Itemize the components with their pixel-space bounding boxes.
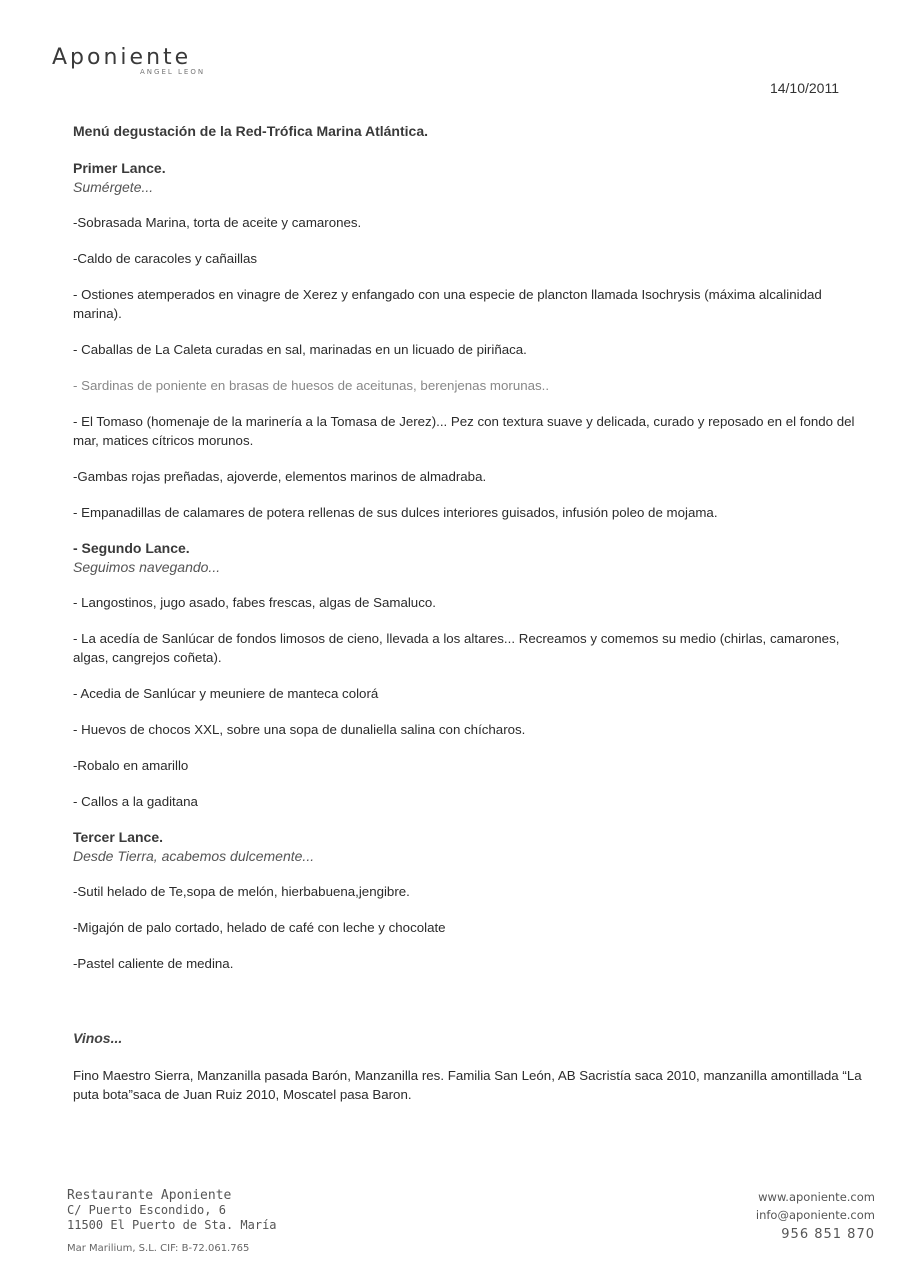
- menu-section-1: [73, 159, 863, 522]
- dish-item: -Gambas rojas preñadas, ajoverde, elementos marinos de almadraba.: [73, 469, 487, 484]
- dish-item: - Ostiones atemperados en vinagre de Xerez y enfangado con una especie de plancton llamada Isochrysis (máxima alcalinidad marina).: [73, 287, 822, 321]
- dish-item: -Pastel caliente de medina.: [73, 956, 234, 971]
- phone-number: 956 851 870: [781, 1227, 875, 1242]
- email-text: info@aponiente.com: [755, 1208, 875, 1222]
- brand-subtitle: ANGEL LEON: [140, 68, 206, 76]
- wines-title: Vinos...: [73, 1030, 123, 1046]
- footer-address: [67, 1188, 277, 1256]
- dish-item: - Langostinos, jugo asado, fabes frescas, algas de Samaluco.: [73, 595, 436, 610]
- dish-item: - Acedia de Sanlúcar y meuniere de manteca colorá: [73, 686, 379, 701]
- brand-name: Aponiente: [52, 45, 192, 70]
- dish-item: - Caballas de La Caleta curadas en sal, marinadas en un licuado de piriñaca.: [73, 342, 527, 357]
- section-title: Tercer Lance.: [73, 829, 164, 845]
- section-subtitle: Desde Tierra, acabemos dulcemente...: [73, 848, 315, 864]
- brand-logo: [52, 46, 205, 76]
- company-info: Mar Marilium, S.L. CIF: B-72.061.765: [67, 1243, 250, 1254]
- menu-section-2: [73, 539, 863, 811]
- city-address: 11500 El Puerto de Sta. María: [67, 1218, 277, 1232]
- dish-item: - Empanadillas de calamares de potera rellenas de sus dulces interiores guisados, infusión poleo de mojama.: [73, 505, 718, 520]
- section-subtitle: Seguimos navegando...: [73, 559, 221, 575]
- menu-content: [73, 122, 863, 1104]
- street-address: C/ Puerto Escondido, 6: [67, 1203, 226, 1217]
- dish-item: -Sutil helado de Te,sopa de melón, hierbabuena,jengibre.: [73, 884, 410, 899]
- footer-contact: [756, 1188, 875, 1244]
- restaurant-name: Restaurante Aponiente: [67, 1188, 232, 1203]
- wines-list: Fino Maestro Sierra, Manzanilla pasada Barón, Manzanilla res. Familia San León, AB Sacristía saca 2010, manzanilla amontillada “La puta bota”saca de Juan Ruiz 2010, Moscatel pasa Baron.: [73, 1068, 862, 1102]
- dish-item: - Sardinas de poniente en brasas de huesos de aceitunas, berenjenas morunas..: [73, 378, 550, 393]
- section-subtitle: Sumérgete...: [73, 179, 154, 195]
- section-title: - Segundo Lance.: [73, 540, 190, 556]
- website-text: www.aponiente.com: [758, 1190, 875, 1204]
- dish-item: - El Tomaso (homenaje de la marinería a la Tomasa de Jerez)... Pez con textura suave y delicada, curado y reposado en el fondo del mar, matices cítricos morunos.: [73, 414, 855, 448]
- dish-item: -Migajón de palo cortado, helado de café con leche y chocolate: [73, 920, 446, 935]
- dish-item: - Callos a la gaditana: [73, 794, 198, 809]
- dish-item: -Caldo de caracoles y cañaillas: [73, 251, 258, 266]
- dish-item: - La acedía de Sanlúcar de fondos limosos de cieno, llevada a los altares... Recreamos y comemos su medio (chirlas, camarones, algas, cangrejos coñeta).: [73, 631, 840, 665]
- dish-item: - Huevos de chocos XXL, sobre una sopa de dunaliella salina con chícharos.: [73, 722, 526, 737]
- document-date: 14/10/2011: [769, 80, 839, 96]
- menu-title: Menú degustación de la Red-Trófica Marina Atlántica.: [73, 123, 428, 139]
- dish-item: -Robalo en amarillo: [73, 758, 189, 773]
- dish-item: -Sobrasada Marina, torta de aceite y camarones.: [73, 215, 362, 230]
- section-title: Primer Lance.: [73, 160, 166, 176]
- menu-section-3: [73, 828, 863, 973]
